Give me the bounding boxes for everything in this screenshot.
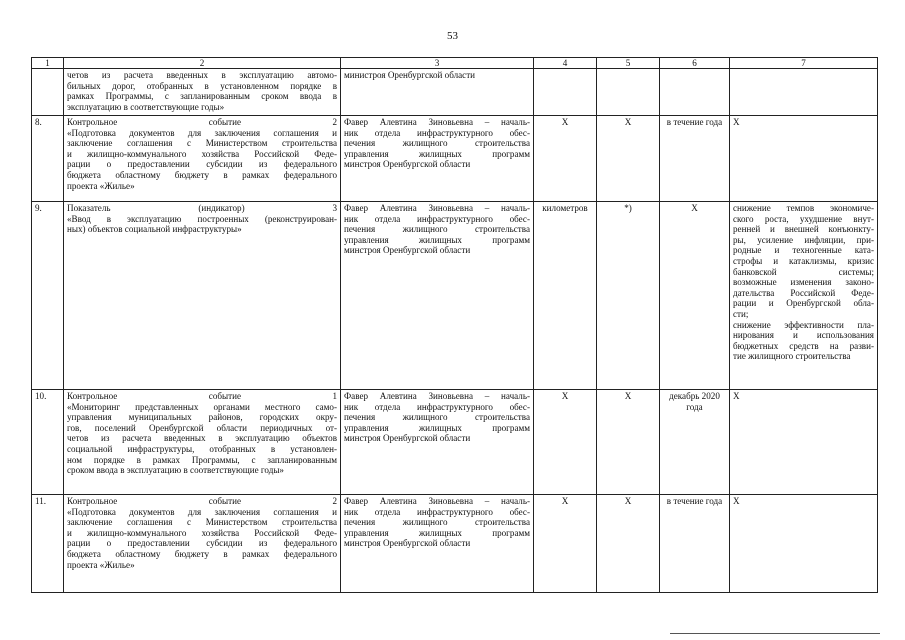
value-cell [597,390,660,495]
deadline-value: в течение года [666,496,723,506]
risks-text-line: Х [733,117,740,127]
event-text-line: рамках Программы, с запланированным сроком ввода в [67,91,337,102]
event-text-line: проекта «Жилье» [67,559,135,570]
unit-cell [534,390,597,495]
row-number-cell [32,495,64,593]
responsible-text-line: печения жилищного строительства [344,517,530,528]
event-text-line: «Подготовка документов для заключения соглашения и [67,506,337,517]
risks-text-line: дательства Российской Феде- [733,287,874,298]
unit-value: километров [542,203,588,213]
risks-text-line: нирования и использования [733,330,874,341]
event-text-line: социальной инфраструктуры, отобранных в установлен- [67,443,337,454]
responsible-cell [341,69,534,116]
unit-cell [534,116,597,202]
unit-cell [534,202,597,390]
row-number: 11. [35,496,47,506]
table-row [32,390,878,495]
event-text-line: Показатель (индикатор) 3 [67,203,337,213]
responsible-text-line: Фавер Алевтина Зиновьевна – началь- [344,391,530,401]
unit-cell [534,495,597,593]
row-number: 9. [35,203,42,213]
deadline-value: Х [691,203,698,213]
footer-rule [670,633,880,634]
column-header: 1 [32,58,64,69]
column-header: 3 [341,58,534,69]
responsible-cell [341,202,534,390]
table-row [32,116,878,202]
unit-value: Х [561,391,569,401]
indicator-value: *) [624,203,632,213]
responsible-text-line: минстроя Оренбургской области [344,433,471,444]
table-body [32,69,878,593]
deadline-cell [660,495,730,593]
column-header: 7 [730,58,878,69]
row-number-cell [32,390,64,495]
responsible-text-line: Фавер Алевтина Зиновьевна – началь- [344,203,530,213]
table-row [32,495,878,593]
risks-text-line: тие жилищного строительства [733,351,851,362]
risks-text-line: родные и техногенные ката- [733,245,874,256]
risks-text-line: возможные изменения законо- [733,277,874,288]
value-cell [597,495,660,593]
event-text-line: рации о предоставлении субсидии из федерального [67,538,337,549]
column-header: 2 [64,58,341,69]
event-text-line: рации о предоставлении субсидии из федерального [67,159,337,170]
control-events-table [31,57,878,593]
risks-cell [730,69,878,116]
event-text-line: «Мониторинг представленных органами местного само- [67,401,337,412]
indicator-value: Х [624,117,632,127]
risks-text-line: ры, усиление инфляции, при- [733,234,874,245]
table-header-row [32,58,878,69]
row-number-cell [32,202,64,390]
deadline-cell [660,69,730,116]
responsible-text-line: минстроя Оренбургской области [344,538,471,549]
event-text-line: проекта «Жилье» [67,180,135,191]
risks-text-line: бюджетных средств на разви- [733,340,874,351]
event-text-line: Контрольное событие 1 [67,391,337,401]
risks-text-line: снижение темпов экономиче- [733,203,874,213]
event-cell [64,116,341,202]
risks-text-line: Х [733,496,740,506]
value-cell [597,202,660,390]
column-header: 6 [660,58,730,69]
responsible-text-line: ник отдела инфраструктурного обес- [344,213,530,224]
event-text-line: четов из расчета введенных в эксплуатацию автомо- [67,70,337,80]
responsible-cell [341,495,534,593]
unit-value: Х [561,117,569,127]
risks-cell [730,390,878,495]
responsible-text-line: ник отдела инфраструктурного обес- [344,401,530,412]
event-text-line: бюджета областному бюджету в рамках федерального [67,548,337,559]
deadline-value: в течение года [666,117,723,127]
indicator-value: Х [624,496,632,506]
responsible-text-line: ник отдела инфраструктурного обес- [344,127,530,138]
table-row [32,202,878,390]
risks-cell [730,116,878,202]
column-header: 4 [534,58,597,69]
deadline-cell [660,116,730,202]
column-header: 5 [597,58,660,69]
event-text-line: четов из расчета введенных в эксплуатацию объектов [67,433,337,444]
event-text-line: и жилищно-коммунального хозяйства Российской Феде- [67,527,337,538]
unit-cell [534,69,597,116]
responsible-text-line: Фавер Алевтина Зиновьевна – началь- [344,117,530,127]
deadline-cell [660,202,730,390]
value-cell [597,69,660,116]
deadline-value: декабрь 2020 года [669,391,720,412]
table-row [32,69,878,116]
indicator-value: Х [624,391,632,401]
responsible-text-line: минстроя Оренбургской области [344,159,471,170]
responsible-text-line: управления жилищных программ [344,234,530,245]
value-cell [597,116,660,202]
event-text-line: гов, поселений Оренбургской области периодичных от- [67,422,337,433]
responsible-text-line: печения жилищного строительства [344,412,530,423]
responsible-text-line: управления жилищных программ [344,527,530,538]
event-cell [64,202,341,390]
responsible-text-line: печения жилищного строительства [344,224,530,235]
risks-text-line: строфы и катаклизмы, кризис [733,255,874,266]
event-cell [64,69,341,116]
responsible-text-line: министроя Оренбургской области [344,70,476,80]
risks-text-line: рации и Оренбургской обла- [733,298,874,309]
responsible-cell [341,390,534,495]
event-text-line: эксплуатацию в соответствующие годы» [67,101,225,112]
risks-cell [730,202,878,390]
responsible-text-line: ник отдела инфраструктурного обес- [344,506,530,517]
responsible-text-line: печения жилищного строительства [344,138,530,149]
event-text-line: заключение соглашения с Министерством строительства [67,517,337,528]
event-text-line: «Ввод в эксплуатацию построенных (реконструирован- [67,213,337,224]
event-text-line: заключение соглашения с Министерством строительства [67,138,337,149]
event-cell [64,390,341,495]
responsible-text-line: Фавер Алевтина Зиновьевна – началь- [344,496,530,506]
page-number: 53 [447,30,458,42]
responsible-text-line: управления жилищных программ [344,422,530,433]
row-number-cell [32,69,64,116]
responsible-cell [341,116,534,202]
unit-value: Х [561,496,569,506]
risks-text-line: банковской системы; [733,266,874,277]
event-text-line: «Подготовка документов для заключения соглашения и [67,127,337,138]
event-text-line: ном порядке в рамках Программы, с запланированным [67,454,337,465]
risks-cell [730,495,878,593]
responsible-text-line: минстроя Оренбургской области [344,245,471,256]
event-text-line: управления муниципальных районов, городских окру- [67,412,337,423]
event-cell [64,495,341,593]
risks-text-line: ского роста, ухудшение внут- [733,213,874,224]
event-text-line: Контрольное событие 2 [67,117,337,127]
risks-text-line: сти; [733,308,749,319]
event-text-line: ных) объектов социальной инфраструктуры» [67,224,242,235]
event-text-line: сроком ввода в эксплуатацию в соответствующие годы» [67,465,284,476]
risks-text-line: ренней и внешней конъюнкту- [733,224,874,235]
row-number: 8. [35,117,42,127]
event-text-line: бильных дорог, отобранных в установленном порядке в [67,80,337,91]
row-number: 10. [35,391,47,401]
deadline-cell [660,390,730,495]
event-text-line: и жилищно-коммунального хозяйства Российской Феде- [67,148,337,159]
row-number-cell [32,116,64,202]
responsible-text-line: управления жилищных программ [344,148,530,159]
risks-text-line: Х [733,391,740,401]
event-text-line: бюджета областному бюджету в рамках федерального [67,169,337,180]
event-text-line: Контрольное событие 2 [67,496,337,506]
risks-text-line: снижение эффективности пла- [733,319,874,330]
